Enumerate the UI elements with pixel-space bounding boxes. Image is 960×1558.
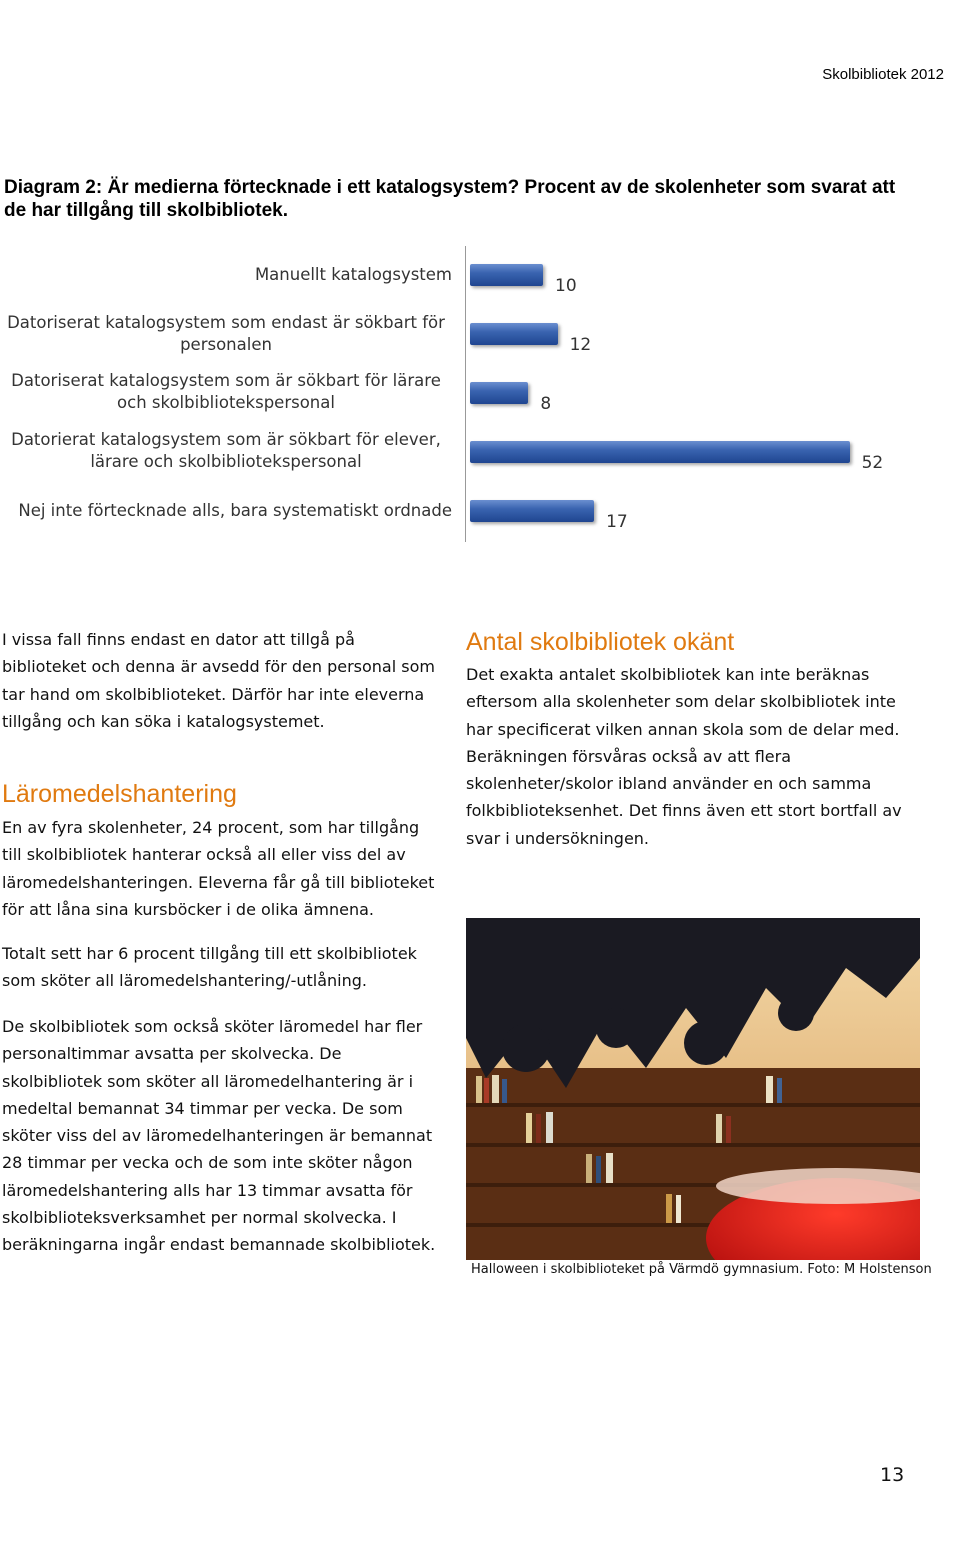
photo-illustration <box>466 918 920 1260</box>
photo-caption: Halloween i skolbiblioteket på Värmdö gymnasium. Foto: M Holstenson <box>471 1262 932 1277</box>
paragraph-antal-okant: Det exakta antalet skolbibliotek kan inte beräknas eftersom alla skolenheter som delar skolbibliotek inte har specificerat vilken annan skola som de delar med. Beräkningen försvåras också av att flera skolenheter/skolor ibland använder en och samma folkbiblioteksenhet. Det finns även ett stort bortfall av svar i undersökningen. <box>466 665 902 848</box>
category-label-1: Datoriserat katalogsystem som endast är sökbart för personalen <box>7 313 445 354</box>
bar-4 <box>470 500 594 522</box>
page-number: 13 <box>880 1464 905 1486</box>
bar-value-label-4: 17 <box>606 512 628 532</box>
heading-antal-okant: Antal skolbibliotek okänt <box>466 628 735 656</box>
halloween-library-photo <box>466 918 920 1260</box>
bar-value-label-1: 12 <box>569 335 592 355</box>
paragraph-laromedel-3: De skolbibliotek som också sköter läromedel har fler personaltimmar avsatta per skolvecka. De skolbibliotek som sköter all läromedelhantering är i medeltal bemannat 34 timmar per vecka. De som sköter viss del av läromedelhanteringen är bemannat 28 timmar per vecka och de som inte sköter någon läromedelshantering alls har 13 timmar avsatta för skolbiblioteksverksamhet per normal skolvecka. I beräkningarna ingår endast bemannade skolbibliotek. <box>2 1017 436 1255</box>
chart-axis-line <box>465 246 466 542</box>
paragraph-laromedel-1: En av fyra skolenheter, 24 procent, som har tillgång till skolbibliotek hanterar också all eller viss del av läromedelshanteringen. Eleverna får gå till biblioteket för att låna sina kursböcker i de olika ämnena. <box>2 818 435 919</box>
category-label-2: Datoriserat katalogsystem som är sökbart för lärare och skolbibliotekspersonal <box>11 371 441 412</box>
heading-laromedelshantering: Läromedelshantering <box>2 780 237 808</box>
paragraph-laromedel-2: Totalt sett har 6 procent tillgång till ett skolbibliotek som sköter all läromedelshantering/-utlåning. <box>2 944 417 991</box>
diagram-title: Diagram 2: Är medierna förtecknade i ett katalogsystem? Procent av de skolenheter som svarat att de har tillgång till skolbibliotek. <box>4 177 896 221</box>
bar-value-label-0: 10 <box>555 276 577 296</box>
category-label-0: Manuellt katalogsystem <box>254 265 452 284</box>
running-header: Skolbibliotek 2012 <box>822 66 944 83</box>
bar-value-label-3: 52 <box>861 453 884 473</box>
paragraph-katalog-note: I vissa fall finns endast en dator att tillgå på biblioteket och denna är avsedd för den personal som tar hand om skolbiblioteket. Därför har inte eleverna tillgång och kan söka i katalogsystemet. <box>2 630 435 731</box>
category-label-3: Datorierat katalogsystem som är sökbart för elever, lärare och skolbibliotekspersonal <box>11 430 441 471</box>
bar-2 <box>470 382 528 404</box>
bar-value-label-2: 8 <box>540 394 552 414</box>
bar-3 <box>470 441 850 463</box>
bar-1 <box>470 323 558 345</box>
bar-0 <box>470 264 543 286</box>
category-label-4: Nej inte förtecknade alls, bara systematiskt ordnade <box>18 501 452 520</box>
